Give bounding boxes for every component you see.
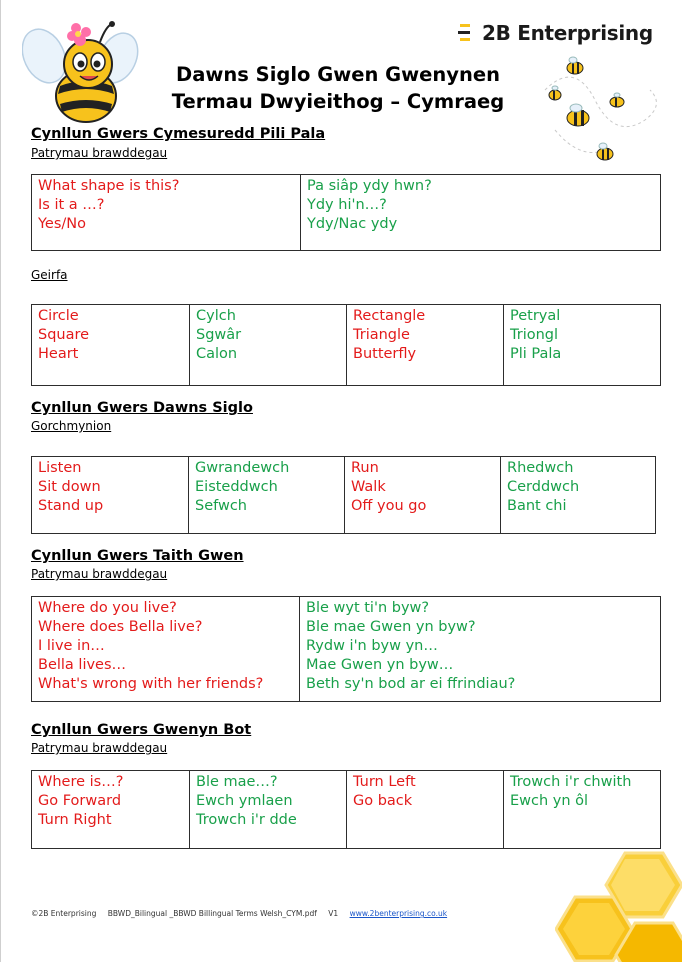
footer-filename: BBWD_Bilingual _BBWD Billingual Terms Welsh_CYM.pdf — [107, 909, 317, 918]
term-en: Yes/No — [38, 216, 87, 232]
welsh-column — [299, 597, 660, 701]
term-en: I live in… — [38, 638, 105, 654]
sentence-pattern-table — [31, 174, 661, 251]
welsh-column — [300, 175, 660, 250]
term-cy: Ble mae Gwen yn byw? — [306, 619, 476, 635]
term-en: Triangle — [353, 327, 410, 343]
term-cy: Sefwch — [195, 498, 247, 514]
english-column — [344, 457, 500, 533]
footer-version: V1 — [328, 909, 339, 918]
section-subheading: Gorchmynion — [31, 419, 112, 433]
welsh-column — [189, 771, 346, 848]
term-en: Run — [351, 460, 379, 476]
commands-table — [31, 456, 656, 534]
english-column — [32, 305, 189, 385]
english-column — [346, 771, 503, 848]
term-cy: Ewch yn ôl — [510, 793, 589, 809]
term-cy: Ydy hi'n…? — [307, 197, 387, 213]
honeycomb-icon — [555, 845, 682, 962]
english-column — [32, 457, 188, 533]
term-cy: Ble mae…? — [196, 774, 278, 790]
term-en: Circle — [38, 308, 79, 324]
term-cy: Rhedwch — [507, 460, 574, 476]
term-cy: Calon — [196, 346, 238, 362]
term-en: Square — [38, 327, 90, 343]
term-cy: Cerddwch — [507, 479, 580, 495]
term-en: Where do you live? — [38, 600, 177, 616]
term-en: Listen — [38, 460, 82, 476]
page-footer — [31, 909, 456, 918]
sentence-pattern-table — [31, 596, 661, 702]
term-en: Off you go — [351, 498, 427, 514]
term-en: Is it a …? — [38, 197, 105, 213]
term-cy: Pli Pala — [510, 346, 562, 362]
footer-copyright: ©2B Enterprising — [31, 909, 97, 918]
term-cy: Rydw i'n byw yn… — [306, 638, 438, 654]
term-en: Turn Right — [38, 812, 112, 828]
term-cy: Sgwâr — [196, 327, 242, 343]
brand-logo — [458, 20, 653, 46]
section-subheading: Patrymau brawddegau — [31, 567, 168, 581]
term-cy: Ble wyt ti'n byw? — [306, 600, 430, 616]
term-en: Where does Bella live? — [38, 619, 203, 635]
term-cy: Triongl — [510, 327, 559, 343]
term-en: Butterfly — [353, 346, 417, 362]
term-cy: Beth sy'n bod ar ei ffrindiau? — [306, 676, 516, 692]
english-column — [346, 305, 503, 385]
welsh-column — [503, 771, 660, 848]
logo-mark-icon — [458, 20, 480, 46]
term-en: Turn Left — [353, 774, 416, 790]
term-en: What's wrong with her friends? — [38, 676, 264, 692]
document-title: Dawns Siglo Gwen Gwenynen — [176, 63, 500, 86]
term-cy: Gwrandewch — [195, 460, 290, 476]
vocabulary-heading: Geirfa — [31, 268, 68, 282]
term-en: Bella lives… — [38, 657, 127, 673]
term-en: Walk — [351, 479, 386, 495]
section-heading-gwenyn-bot: Cynllun Gwers Gwenyn Bot — [31, 722, 252, 738]
vocabulary-table — [31, 304, 661, 386]
term-cy: Pa siâp ydy hwn? — [307, 178, 432, 194]
term-en: Rectangle — [353, 308, 426, 324]
welsh-column — [189, 305, 346, 385]
logo-text: 2B Enterprising — [482, 21, 653, 45]
term-en: Go Forward — [38, 793, 122, 809]
english-column — [32, 597, 299, 701]
term-cy: Petryal — [510, 308, 561, 324]
term-cy: Bant chi — [507, 498, 567, 514]
section-heading-taith-gwen: Cynllun Gwers Taith Gwen — [31, 548, 244, 564]
term-cy: Trowch i'r dde — [196, 812, 297, 828]
welsh-column — [188, 457, 344, 533]
footer-website-link[interactable]: www.2benterprising.co.uk — [349, 909, 448, 918]
document-subtitle: Termau Dwyieithog – Cymraeg — [171, 90, 505, 113]
term-cy: Trowch i'r chwith — [510, 774, 632, 790]
term-en: What shape is this? — [38, 178, 180, 194]
term-cy: Mae Gwen yn byw… — [306, 657, 454, 673]
term-en: Sit down — [38, 479, 101, 495]
term-cy: Ydy/Nac ydy — [307, 216, 398, 232]
page-edge — [0, 0, 1, 962]
term-cy: Eisteddwch — [195, 479, 278, 495]
english-column — [32, 175, 300, 250]
term-en: Stand up — [38, 498, 104, 514]
flying-bees-icon — [535, 50, 665, 175]
bee-mascot-icon — [22, 16, 140, 128]
welsh-column — [503, 305, 660, 385]
section-heading-dawns-siglo: Cynllun Gwers Dawns Siglo — [31, 400, 253, 416]
term-cy: Ewch ymlaen — [196, 793, 293, 809]
sentence-pattern-table — [31, 770, 661, 849]
term-en: Go back — [353, 793, 413, 809]
welsh-column — [500, 457, 655, 533]
section-subheading: Patrymau brawddegau — [31, 146, 168, 160]
section-heading-pili-pala: Cynllun Gwers Cymesuredd Pili Pala — [31, 126, 326, 142]
section-subheading: Patrymau brawddegau — [31, 741, 168, 755]
term-en: Heart — [38, 346, 79, 362]
english-column — [32, 771, 189, 848]
term-cy: Cylch — [196, 308, 236, 324]
term-en: Where is…? — [38, 774, 124, 790]
